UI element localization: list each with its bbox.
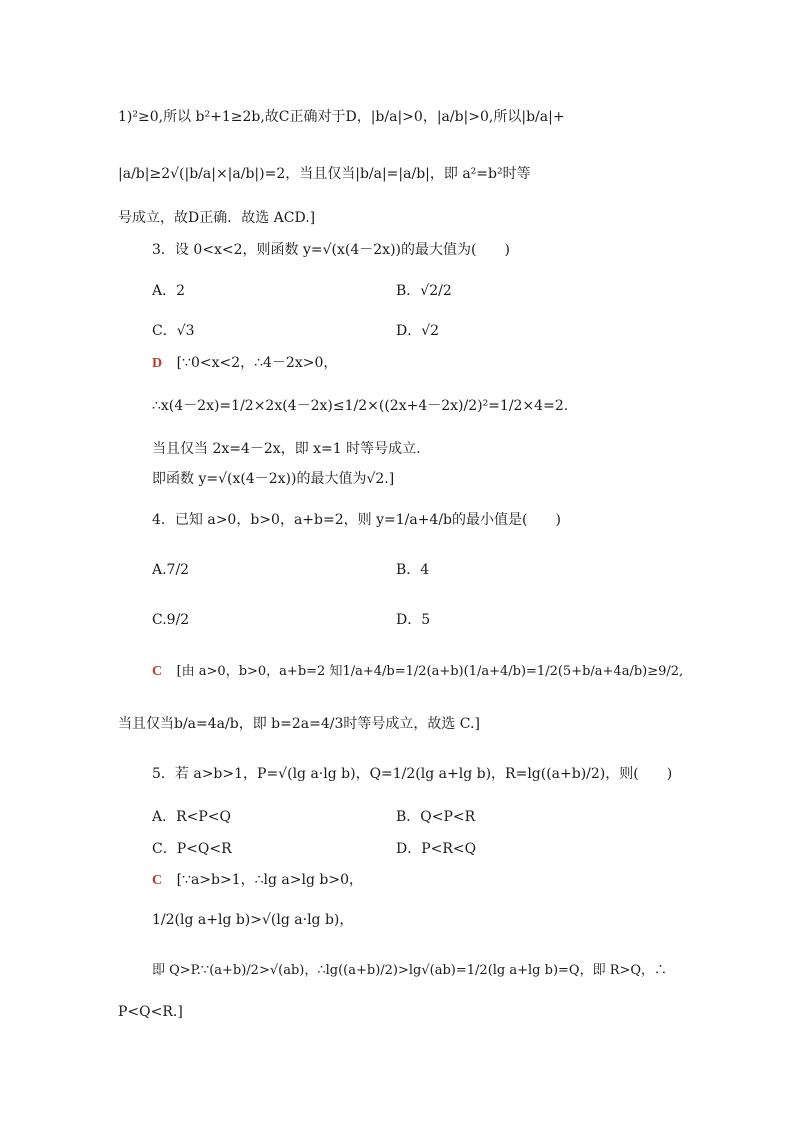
- solution-text-line: 当且仅当 2x=4－2x，即 x=1 时等号成立.: [152, 441, 421, 457]
- solution-text-line: P<Q<R.]: [118, 1004, 183, 1020]
- option-a: A．R<P<Q: [152, 809, 232, 825]
- option-b: B．√2/2: [396, 283, 452, 299]
- solution-text-line: ∴x(4－2x)=1/2×2x(4－2x)≤1/2×((2x+4－2x)/2)²=1/2×4=2.: [152, 398, 569, 414]
- answer-line: [152, 870, 363, 891]
- answer-letter: D: [152, 356, 163, 371]
- answer-letter: C: [152, 664, 163, 679]
- option-c: C．√3: [152, 323, 195, 339]
- solution-text-line: 1/2(lg a+lg b)>√(lg a·lg b)，: [152, 912, 354, 928]
- solution-text: [∵0<x<2，∴4－2x>0，: [176, 355, 338, 371]
- solution-text-line: 1)²≥0,所以 b²+1≥2b,故C正确对于D，|b/a|>0，|a/b|>0,所以|b/a|+: [118, 109, 565, 125]
- option-d: D．5: [396, 612, 431, 628]
- question-3-stem: 3．设 0<x<2，则函数 y=√(x(4－2x))的最大值为( ): [152, 242, 510, 258]
- solution-text: [∵a>b>1，∴lg a>lg b>0，: [176, 872, 363, 888]
- option-c: C．P<Q<R: [152, 841, 232, 857]
- question-5-stem: 5．若 a>b>1，P=√(lg a·lg b)，Q=1/2(lg a+lg b)，R=lg((a+b)/2)，则( ): [152, 766, 673, 782]
- answer-line: [152, 353, 337, 374]
- answer-line: [152, 661, 683, 682]
- option-d: D．P<R<Q: [396, 841, 477, 857]
- option-b: B．Q<P<R: [396, 809, 476, 825]
- answer-letter: C: [152, 873, 163, 888]
- solution-text-line: |a/b|≥2√(|b/a|×|a/b|)=2，当且仅当|b/a|=|a/b|，即 a²=b²时等: [118, 166, 531, 182]
- option-a: A．2: [152, 283, 186, 299]
- option-c: C.9/2: [152, 612, 190, 628]
- solution-text-line: 当且仅当b/a=4a/b，即 b=2a=4/3时等号成立，故选 C.]: [118, 716, 480, 732]
- solution-text-line: 即 Q>P.∵(a+b)/2>√(ab)，∴lg((a+b)/2)>lg√(ab)=1/2(lg a+lg b)=Q，即 R>Q，∴: [152, 963, 668, 978]
- solution-text-line: 即函数 y=√(x(4－2x))的最大值为√2.]: [152, 471, 395, 487]
- option-b: B．4: [396, 562, 430, 578]
- option-d: D．√2: [396, 323, 440, 339]
- option-a: A.7/2: [152, 562, 190, 578]
- question-4-stem: 4．已知 a>0，b>0，a+b=2，则 y=1/a+4/b的最小值是( ): [152, 512, 561, 528]
- solution-text: [由 a>0，b>0，a+b=2 知1/a+4/b=1/2(a+b)(1/a+4/b)=1/2(5+b/a+4a/b)≥9/2,: [176, 664, 684, 679]
- solution-text-line: 号成立，故D正确．故选 ACD.]: [118, 210, 316, 226]
